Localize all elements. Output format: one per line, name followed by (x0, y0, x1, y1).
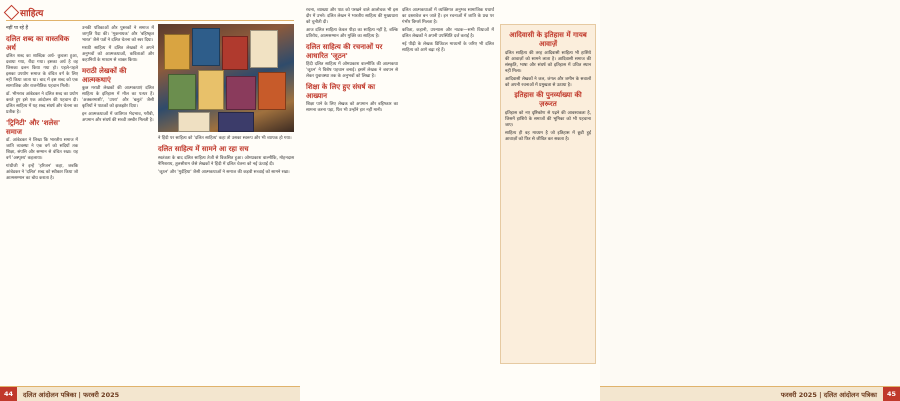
page-number: 44 (0, 387, 17, 401)
paragraph: दलित साहित्य की तरह आदिवासी साहित्य भी हाशिये की आवाज़ों को सामने लाता है। आदिवासी समाज की संस्कृति, भाषा और संघर्ष को इतिहास में उचित स्थान नहीं मिला। (505, 51, 591, 74)
right-column-2 (402, 8, 494, 381)
heading-education-struggle: शिक्षा के लिए हुए संघर्ष का आख्यान (306, 83, 376, 100)
left-column-1 (6, 26, 78, 381)
right-page (300, 0, 896, 401)
paragraph: हिंदी दलित साहित्य में ओमप्रकाश वाल्मीकि की आत्मकथा 'जूठन' ने विशेष पहचान बनाई। इसमें लेखक ने बचपन से लेकर युवावस्था तक के अनुभवों को लिखा है। (306, 62, 398, 79)
book-cover (218, 112, 254, 132)
section-tab (6, 6, 43, 19)
heading-trinity: 'ट्रिनिटी' और 'शलेस' समाज (6, 119, 61, 136)
paragraph: आज दलित साहित्य केवल पीड़ा का साहित्य नहीं है, बल्कि प्रतिरोध, आत्मसम्मान और मुक्ति का साहित्य है। (306, 28, 398, 39)
footer-text: दलित आंदोलन पत्रिका | फरवरी 2025 (23, 390, 120, 399)
paragraph: स्वतंत्रता के बाद दलित साहित्य तेजी से विकसित हुआ। ओमप्रकाश वाल्मीकि, मोहनदास नैमिशराय, तुलसीराम जैसे लेखकों ने हिंदी में दलित चेतना को नई ऊंचाई दी। (158, 155, 294, 167)
paragraph: मराठी साहित्य में दलित लेखकों ने अपने अनुभवों को आत्मकथाओं, कविताओं और कहानियों के माध्यम से व्यक्त किया। (82, 46, 154, 63)
book-cover (258, 72, 286, 110)
heading-marathi-autobiographies: मराठी लेखकों की आत्मकथाएं (82, 67, 127, 84)
left-footer (0, 386, 300, 401)
paragraph: इन आत्मकथाओं में जातिगत भेदभाव, गरीबी, अपमान और संघर्ष की सच्ची तस्वीर मिलती है। (82, 112, 154, 123)
paragraph: नई पीढ़ी के लेखक डिजिटल माध्यमों के जरिए भी दलित साहित्य को आगे बढ़ा रहे हैं। (402, 42, 494, 53)
heading-dalit-truth: दलित साहित्य में सामने आ रहा सच (158, 145, 249, 153)
right-footer (600, 386, 900, 401)
book-cover (164, 34, 190, 70)
paragraph: इतिहास को नए दृष्टिकोण से पढ़ने की आवश्यकता है, जिसमें हाशिये के समाजों की भूमिका को भी पहचाना जाए। (505, 111, 591, 128)
page-number: 45 (883, 387, 900, 401)
section-label: साहित्य (20, 9, 44, 19)
right-column-1 (306, 8, 398, 381)
footer-text: फरवरी 2025 | दलित आंदोलन पत्रिका (780, 390, 877, 399)
paragraph: साहित्य ही वह माध्यम है जो इतिहास में छूटी हुई आवाज़ों को फिर से जीवित कर सकता है। (505, 131, 591, 142)
paragraph: कविता, कहानी, उपन्यास और नाटक—सभी विधाओं में दलित लेखकों ने अपनी उपस्थिति दर्ज कराई है। (402, 28, 494, 39)
book-cover (250, 30, 278, 68)
paragraph: दलित शब्द का शाब्दिक अर्थ- कुचला हुआ, दबाया गया, रौंदा गया। इसका अर्थ है वह जिसका दलन किया गया हो। पहले-पहले इसका उपयोग समाज के वंचित वर्ग के लिए नहीं किया जाता था। बाद में इस शब्द को एक सामाजिक और राजनीतिक पहचान मिली। (6, 54, 78, 90)
paragraph: आदिवासी लेखकों ने जल, जंगल और जमीन के सवालों को अपनी रचनाओं में प्रमुखता से उठाया है। (505, 77, 591, 88)
left-column-3 (158, 136, 294, 381)
paragraph: ने हिंदी पर साहित्य को 'दलित साहित्य' कहा तो उसका स्वरूप और भी व्यापक हो गया। (158, 136, 292, 141)
book-cover (192, 28, 220, 66)
paragraph: गांधीजी ने इन्हें 'हरिजन' कहा, जबकि आंबेडकर ने 'दलित' शब्द को स्वीकार किया जो आत्मसम्मान का बोध कराता है। (6, 164, 78, 182)
book-cover (168, 74, 196, 110)
section-diamond-icon (4, 5, 20, 21)
paragraph: कुछ मराठी लेखकों की आत्मकथाएं दलित साहित्य के इतिहास में मील का पत्थर हैं। 'अक्करमाशी', 'उपरा' और 'बलुतं' जैसी कृतियों ने पाठकों को झकझोर दिया। (82, 86, 154, 109)
book-cover (222, 36, 248, 70)
book-cover (178, 112, 210, 132)
paragraph: दलित आत्मकथाओं में व्यक्तिगत अनुभव सामाजिक यथार्थ का दस्तावेज बन जाते हैं। इन रचनाओं में जाति के प्रश्न पर गंभीर विमर्श मिलता है। (402, 8, 494, 25)
sidebar-box (500, 24, 596, 364)
intro-text: नहीं पा रहे हैं (6, 26, 29, 31)
heading-joothan: दलित साहित्य की रचनाओं पर आधारित 'जूठन' (306, 43, 383, 60)
left-column-2 (82, 26, 154, 381)
book-cover (226, 76, 256, 110)
heading-tribal-voices: आदिवासी के इतिहास में गायब आवाज़ें (509, 31, 587, 48)
paragraph: रचना, व्याख्या और पाठ को परखने वाले आलोचक भी इस दौर में उभरे। दलित लेखन ने भारतीय साहित्य की मुख्यधारा को चुनौती दी। (306, 8, 398, 25)
left-page (0, 0, 301, 401)
book-cover (198, 70, 224, 110)
heading-dalit-meaning: दलित शब्द का वास्तविक अर्थ (6, 35, 70, 52)
paragraph: डॉ. भीमराव आंबेडकर ने दलित शब्द का प्रयोग करते हुए इसे एक आंदोलन की पहचान दी। दलित साहित्य में यह शब्द संघर्ष और चेतना का प्रतीक है। (6, 92, 78, 116)
section-divider (6, 20, 294, 21)
paragraph: 'जूठन' और 'मुर्दहिया' जैसी आत्मकथाओं ने समाज की कड़वी सच्चाई को सामने रखा। (158, 169, 290, 175)
books-photo (158, 24, 294, 132)
paragraph: डॉ. आंबेडकर ने लिखा कि भारतीय समाज में जाति व्यवस्था ने एक वर्ग को सदियों तक शिक्षा, संपत्ति और सम्मान से वंचित रखा। यह वर्ग 'अस्पृश्य' कहलाया। (6, 138, 78, 162)
paragraph: शिक्षा पाने के लिए लेखक को अपमान और बहिष्कार का सामना करना पड़ा, फिर भी उन्होंने हार नहीं मानी। (306, 102, 398, 113)
heading-history-reinterpretation: इतिहास की पुनर्व्याख्या की ज़रूरत (514, 91, 582, 108)
paragraph: उनकी पत्रिकाओं और पुस्तकों ने समाज में जागृति पैदा की। 'मूकनायक' और 'बहिष्कृत भारत' जैसे पत्रों ने दलित चेतना को स्वर दिया। (82, 26, 154, 43)
